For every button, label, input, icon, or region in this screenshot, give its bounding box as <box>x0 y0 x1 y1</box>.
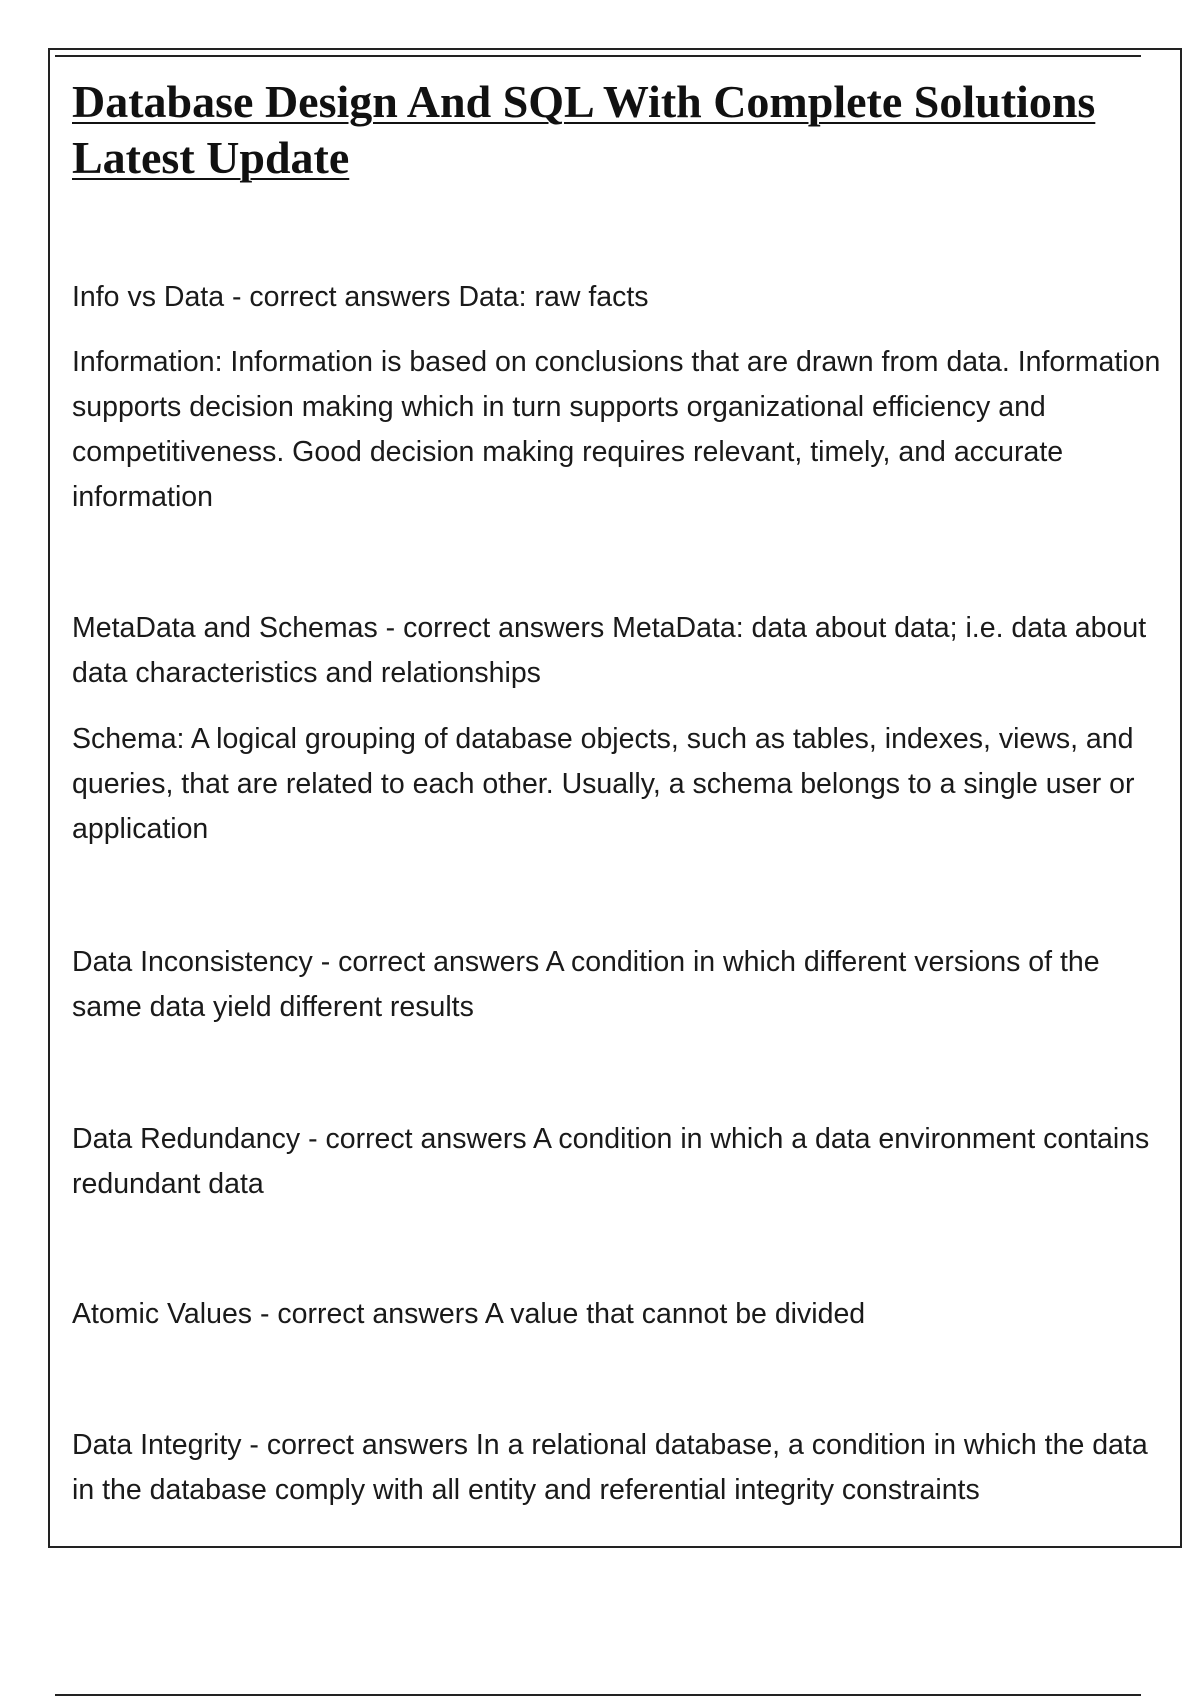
qa-data-inconsistency: Data Inconsistency - correct answers A condition in which different versions of the same data yield different results <box>72 946 1100 1023</box>
qa-schema-definition: Schema: A logical grouping of database objects, such as tables, indexes, views, and queries, that are related to each other. Usually, a schema belongs to a single user or application <box>72 723 1135 845</box>
header-rule <box>55 55 1141 57</box>
qa-data-redundancy: Data Redundancy - correct answers A condition in which a data environment contains redundant data <box>72 1123 1150 1200</box>
document-title: Database Design And SQL With Complete Solutions Latest Update <box>72 76 1096 183</box>
qa-information-definition: Information: Information is based on conclusions that are drawn from data. Information supports decision making which in turn supports organizational efficiency and competitiveness. Good decision making requires relevant, timely, and accurate information <box>72 346 1161 513</box>
qa-info-vs-data: Info vs Data - correct answers Data: raw facts <box>72 281 649 313</box>
footer-rule <box>55 1694 1141 1696</box>
qa-metadata-and-schemas: MetaData and Schemas - correct answers MetaData: data about data; i.e. data about data characteristics and relationships <box>72 612 1147 689</box>
qa-data-integrity: Data Integrity - correct answers In a relational database, a condition in which the data in the database comply with all entity and referential integrity constraints <box>72 1429 1148 1506</box>
qa-atomic-values: Atomic Values - correct answers A value that cannot be divided <box>72 1298 866 1330</box>
